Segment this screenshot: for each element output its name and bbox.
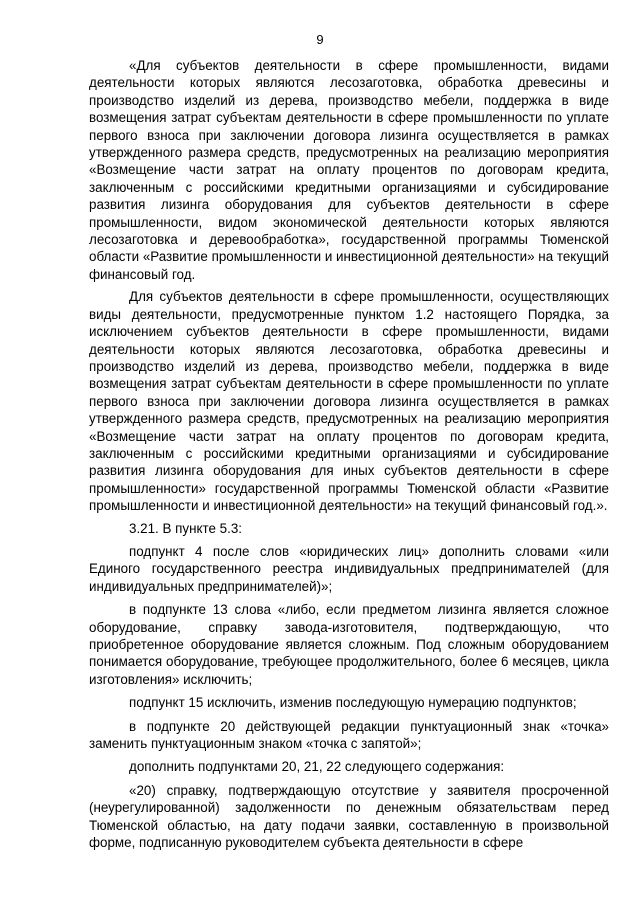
document-body <box>89 57 609 856</box>
paragraph-other-subjects-support: Для субъектов деятельности в сфере промышленности, осуществляющих виды деятельности, предусмотренные пунктом 1.2 настоящего Порядка, за исключением субъектов деятельности в сфере промышленности, видами деятельности которых являются лесозаготовка, обработка древесины и производство изделий из дерева, производство мебели, поддержка в виде возмещения затрат субъектам деятельности в сфере промышленности по уплате первого взноса при заключении договора лизинга осуществляется в рамках утвержденного размера средств, предусмотренных на реализацию мероприятия «Возмещение части затрат на оплату процентов по договорам кредита, заключенным с российскими кредитными организациями и субсидирование развития лизинга оборудования для иных субъектов деятельности в сфере промышленности» государственной программы Тюменской области «Развитие промышленности и инвестиционной деятельности» на текущий финансовый год.». <box>89 289 609 514</box>
paragraph-new-subitem-20: «20) справку, подтверждающую отсутствие у заявителя просроченной (неурегулированной) задолженности по денежным обязательствам перед Тюменской областью, на дату подачи заявки, составленную в произвольной форме, подписанную руководителем субъекта деятельности в сфере <box>89 782 609 851</box>
paragraph-subitem-15: подпункт 15 исключить, изменив последующую нумерацию подпунктов; <box>129 695 577 711</box>
paragraph-subitem-4: подпункт 4 после слов «юридических лиц» дополнить словами «или Единого государственного реестра индивидуальных предпринимателей (для индивидуальных предпринимателей)»; <box>89 543 609 594</box>
paragraph-subitem-13: в подпункте 13 слова «либо, если предметом лизинга является сложное оборудование, справку завода-изготовителя, подтверждающую, что приобретенное оборудование является сложным. Под сложным оборудованием понимается оборудование, требующее продолжительного, более 6 месяцев, цикла изготовления» исключить; <box>89 602 609 687</box>
paragraph-item-3-21: 3.21. В пункте 5.3: <box>129 520 242 536</box>
page-number: 9 <box>316 32 324 47</box>
paragraph-forestry-support: «Для субъектов деятельности в сфере промышленности, видами деятельности которых являются лесозаготовка, обработка древесины и производство изделий из дерева, производство мебели, поддержка в виде возмещения затрат субъектам деятельности в сфере промышленности по уплате первого взноса при заключении договора лизинга осуществляется в рамках утвержденного размера средств, предусмотренных на реализацию мероприятия «Возмещение части затрат на оплату процентов по договорам кредита, заключенным с российскими кредитными организациями и субсидирование развития лизинга оборудования для субъектов деятельности в сфере промышленности, видом экономической деятельности которых являются лесозаготовка и деревообработка», государственной программы Тюменской области «Развитие промышленности и инвестиционной деятельности» на текущий финансовый год. <box>89 58 609 282</box>
paragraph-add-subitems: дополнить подпунктами 20, 21, 22 следующего содержания: <box>129 759 505 775</box>
paragraph-subitem-20: в подпункте 20 действующей редакции пунктуационный знак «точка» заменить пунктуационным знаком «точка с запятой»; <box>89 718 609 752</box>
